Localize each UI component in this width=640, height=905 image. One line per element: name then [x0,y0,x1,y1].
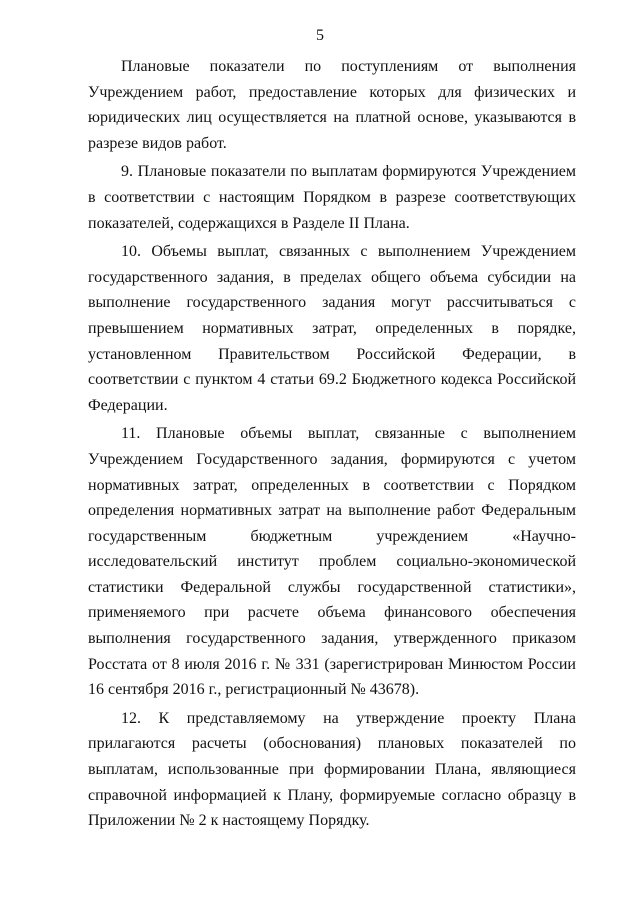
paragraph-9: 9. Плановые показатели по выплатам формируются Учреждением в соответствии с настоящим Порядком в разрезе соответствующих показателей, содержащихся в Разделе II Плана. [88,163,576,232]
document-body [88,54,576,837]
page-number: 5 [316,27,324,44]
paragraph-10: 10. Объемы выплат, связанных с выполнением Учреждением государственного задания, в пределах общего объема субсидии на выполнение государственного задания могут рассчитываться с превышением нормативных затрат, определенных в порядке, установленном Правительством Российской Федерации, в соответствии с пунктом 4 статьи 69.2 Бюджетного кодекса Российской Федерации. [88,243,576,414]
paragraph-12: 12. К представляемому на утверждение проекту Плана прилагаются расчеты (обоснования) плановых показателей по выплатам, использованные при формировании Плана, являющиеся справочной информацией к Плану, формируемые согласно образцу в Приложении № 2 к настоящему Порядку. [88,709,576,830]
paragraph-11: 11. Плановые объемы выплат, связанные с выполнением Учреждением Государственного задания, формируются с учетом нормативных затрат, определенных в соответствии с Порядком определения нормативных затрат на выполнение работ Федеральным государственным бюджетным учреждением «Научно-исследовательский институт проблем социально-экономической статистики Федеральной службы государственной статистики», применяемого при расчете объема финансового обеспечения выполнения государственного задания, утвержденного приказом Росстата от 8 июля 2016 г. № 331 (зарегистрирован Минюстом России 16 сентября 2016 г., регистрационный № 43678). [88,425,576,699]
paragraph-revenue-indicators: Плановые показатели по поступлениям от выполнения Учреждением работ, предоставление которых для физических и юридических лиц осуществляется на платной основе, указываются в разрезе видов работ. [88,58,576,152]
